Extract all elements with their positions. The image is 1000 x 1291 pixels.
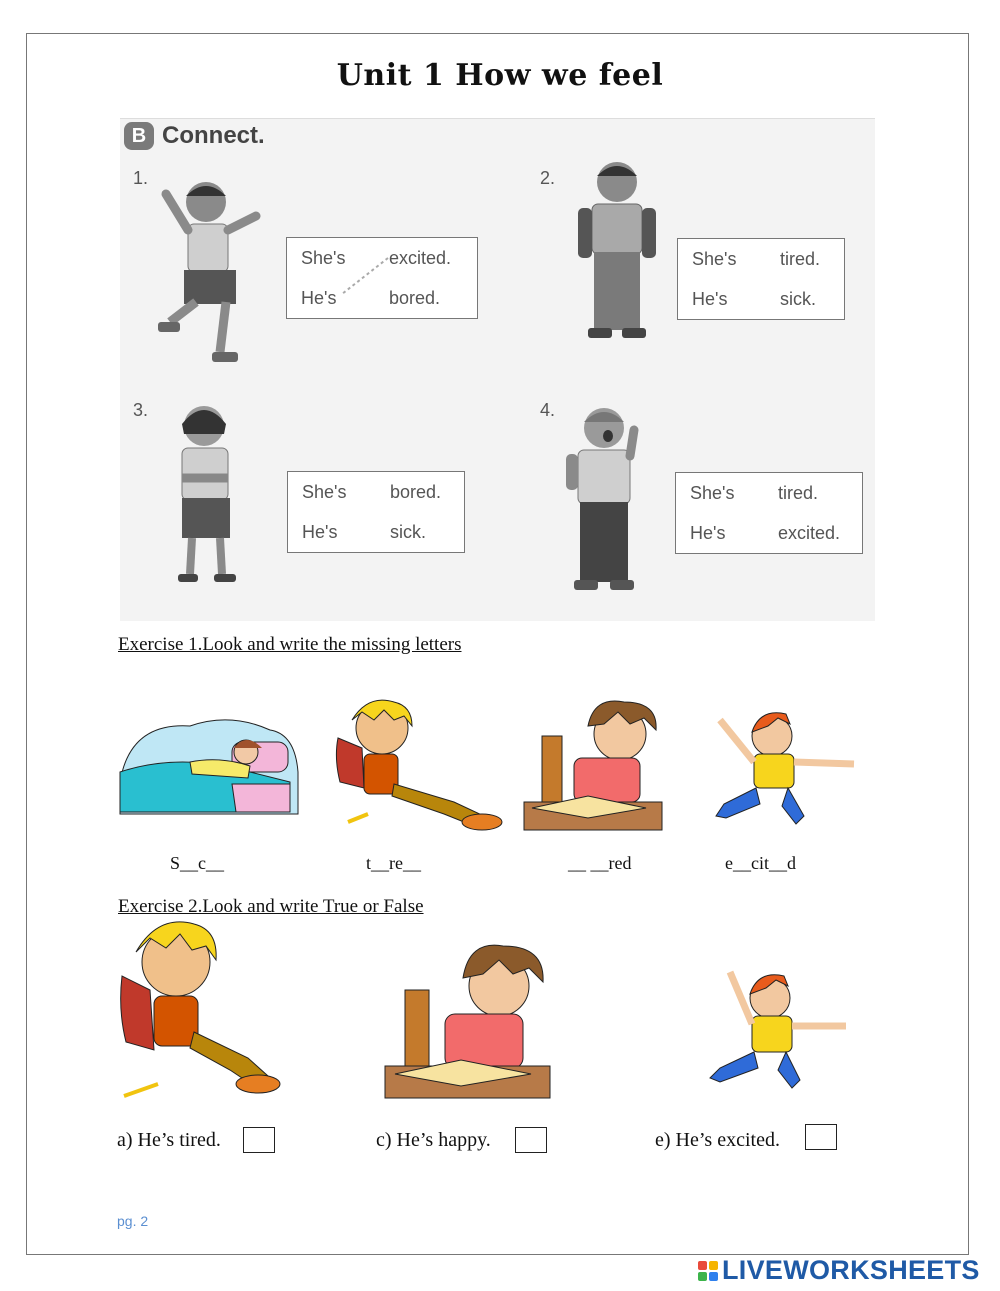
choice-he: He's [692, 289, 728, 309]
choice-option[interactable]: excited. [389, 248, 452, 268]
item-number: 1. [133, 168, 149, 188]
excited-boy-jumping-illustration [696, 964, 856, 1094]
item-number: 2. [540, 168, 556, 188]
page-number: pg. 2 [117, 1213, 149, 1229]
brand-name: LIVEWORKSHEETS [722, 1255, 980, 1285]
page-title: Unit 1 How we feel [336, 58, 664, 93]
bored-boy-reading-illustration [385, 940, 550, 1102]
choice-box-3 [287, 471, 465, 553]
missing-letters-word[interactable]: __ __red [568, 853, 632, 873]
connect-heading [124, 122, 265, 150]
item-number: 3. [133, 400, 149, 420]
liveworksheets-logo[interactable] [698, 1255, 980, 1286]
choice-option[interactable]: bored. [390, 482, 442, 502]
choice-he: He's [301, 288, 337, 308]
boy-excited-illustration [148, 172, 268, 372]
true-false-statement: c) He’s happy. [376, 1129, 491, 1151]
boy-sick-illustration [572, 156, 662, 346]
choice-option[interactable]: excited. [778, 523, 841, 543]
choice-she: She's [301, 248, 346, 268]
true-false-statement: a) He’s tired. [117, 1129, 221, 1151]
girl-bored-illustration [162, 398, 252, 588]
liveworksheets-icon [698, 1261, 718, 1281]
choice-box-4 [675, 472, 863, 554]
choice-option[interactable]: sick. [390, 522, 426, 542]
choice-she: She's [690, 483, 735, 503]
item-number: 4. [540, 400, 556, 420]
missing-letters-word[interactable]: t__re__ [366, 853, 421, 873]
bored-boy-reading-illustration [524, 696, 662, 834]
connect-title: Connect. [162, 122, 265, 149]
sick-in-bed-illustration [120, 712, 298, 814]
answer-box[interactable] [805, 1124, 837, 1150]
tired-boy-chair-illustration [334, 698, 502, 834]
choice-option[interactable]: sick. [780, 289, 816, 309]
excited-boy-jumping-illustration [694, 704, 864, 828]
choice-he: He's [302, 522, 338, 542]
choice-option[interactable]: bored. [389, 288, 441, 308]
true-false-statement: e) He’s excited. [655, 1129, 780, 1151]
answer-box[interactable] [243, 1127, 275, 1153]
exercise-2-title: Exercise 2.Look and write True or False [118, 896, 424, 917]
tired-boy-chair-illustration [118, 920, 278, 1102]
choice-she: She's [302, 482, 347, 502]
section-badge: B [124, 122, 154, 150]
missing-letters-word[interactable]: S__c__ [170, 853, 224, 873]
choice-option[interactable]: tired. [780, 249, 821, 269]
choice-option[interactable]: tired. [778, 483, 819, 503]
answer-box[interactable] [515, 1127, 547, 1153]
boy-tired-illustration [560, 400, 650, 596]
exercise-1-title: Exercise 1.Look and write the missing letters [118, 634, 462, 655]
choice-box-2 [677, 238, 845, 320]
example-connector-line [340, 256, 390, 296]
choice-she: She's [692, 249, 737, 269]
choice-he: He's [690, 523, 726, 543]
missing-letters-word[interactable]: e__cit__d [725, 853, 796, 873]
